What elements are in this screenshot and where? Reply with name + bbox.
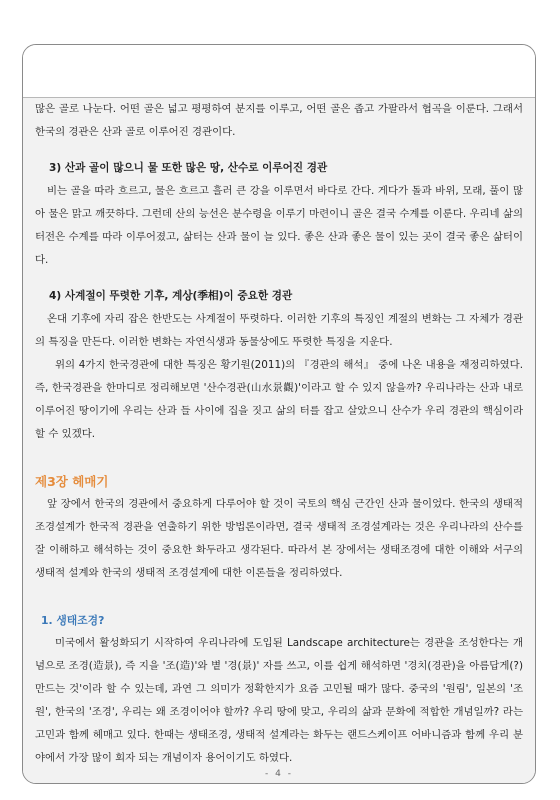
paragraph: 비는 골을 따라 흐르고, 물은 흐르고 흘러 큰 강을 이루면서 바다로 간다. 게다가 돌과 바위, 모래, 풀이 많아 물은 맑고 깨끗하다. 그런데 산의 능선은 분수령을 이루기 마련이니 골은 결국 수계를 이룬다. 우리네 삶의 터전은 수계를 따라 이루어졌고, 삶터는 산과 물이 늘 있다. 좋은 산과 좋은 물이 있는 곳이 결국 좋은 삶터이다. [35, 185, 523, 266]
page-header [23, 45, 535, 98]
chapter-heading: 제3장 헤매기 [35, 474, 109, 489]
section-heading: 3) 산과 골이 많으니 물 또한 많은 땅, 산수로 이루어진 경관 [49, 162, 328, 174]
paragraph: 위의 4가지 한국경관에 대한 특징은 황기원(2011)의 『경관의 해석』 중에 나온 내용을 재정리하였다. 즉, 한국경관을 한마디로 정리해보면 '산수경관(山水景觀)'이라고 할 수 있지 않을까? 우리나라는 산과 내로 이루어진 땅이기에 우리는 산과 들 사이에 집을 짓고 삶의 터를 잡고 살았으니 산수가 우리 경관의 핵심이라 할 수 있겠다. [35, 359, 523, 440]
paragraph: 미국에서 활성화되기 시작하여 우리나라에 도입된 Landscape architecture는 경관을 조성한다는 개념으로 조경(造景), 즉 지을 '조(造)'와 볕 '경(景)' 자를 쓰고, 이를 쉽게 해석하면 '경치(경관)을 아름답게(?) 만드는 것'이라 할 수 있는데, 과연 그 의미가 정확한지가 요즘 고민될 때가 많다. 중국의 '원림', 일본의 '조원', 한국의 '조경', 우리는 왜 조경이어야 할까? 우리 땅에 맞고, 우리의 삶과 문화에 적합한 개념일까? 라는 고민과 함께 헤매고 있다. 한때는 생태조경, 생태적 설계라는 화두는 랜드스케이프 어바니즘과 함께 우리 분야에서 가장 많이 회자 되는 개념이자 용어이기도 하였다. [35, 637, 523, 764]
subsection-heading: 1. 생태조경? [41, 614, 105, 627]
paragraph: 온대 기후에 자리 잡은 한반도는 사계절이 뚜렷하다. 이러한 기후의 특징인 계절의 변화는 그 자체가 경관의 특징을 만든다. 이러한 변화는 자연식생과 동물상에도 뚜렷한 특징을 지운다. [35, 313, 523, 348]
page-content [23, 98, 535, 783]
paragraph: 앞 장에서 한국의 경관에서 중요하게 다루어야 할 것이 국토의 핵심 근간인 산과 물이었다. 한국의 생태적 조경설계가 한국적 경관을 연출하기 위한 방법론이라면, 결국 생태적 조경설계라는 것은 우리나라의 산수를 잘 이해하고 해석하는 것이 중요한 화두라고 생각된다. 따라서 본 장에서는 생태조경에 대한 이해와 서구의 생태적 설계와 한국의 생태적 조경설계에 대한 이론들을 정리하였다. [35, 498, 523, 579]
document-page [22, 44, 536, 784]
text-body [35, 98, 523, 770]
page-number: - 4 - [265, 769, 293, 779]
paragraph: 많은 골로 나눈다. 어떤 골은 넓고 평평하여 분지를 이루고, 어떤 골은 좁고 가팔라서 협곡을 이룬다. 그래서 한국의 경관은 산과 골로 이루어진 경관이다. [35, 103, 523, 138]
section-heading: 4) 사계절이 뚜렷한 기후, 계상(季相)이 중요한 경관 [49, 290, 293, 302]
